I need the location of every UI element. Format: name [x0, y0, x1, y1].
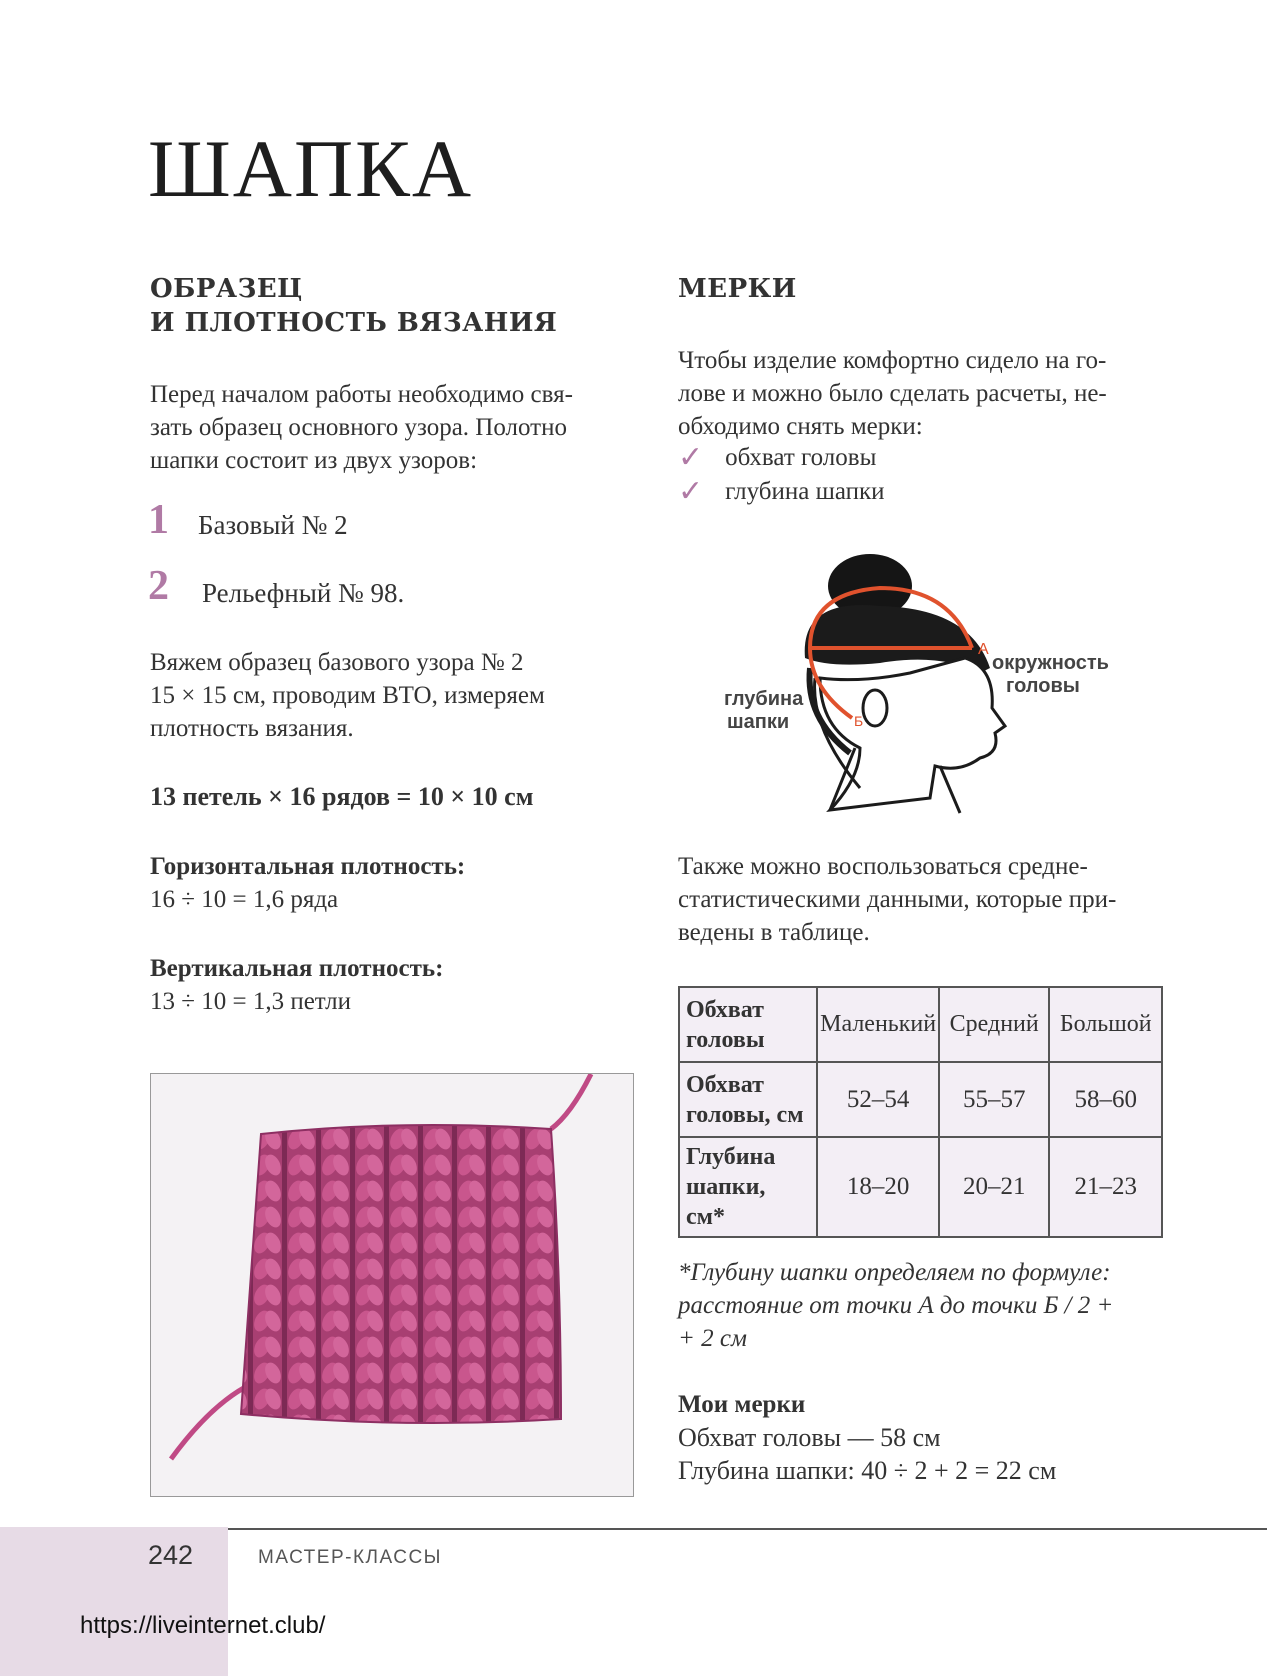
size-table: [678, 986, 1163, 1238]
text-line: лове и можно было сделать расчеты, не-: [678, 380, 1107, 407]
section-heading-sample: [150, 272, 557, 340]
heading-line: И ПЛОТНОСТЬ ВЯЗАНИЯ: [150, 308, 558, 338]
label-line: шапки: [727, 711, 790, 733]
head-diagram: [710, 548, 1130, 818]
label-line: глубина: [724, 688, 804, 710]
text-line: шапки состоит из двух узоров:: [150, 447, 478, 474]
text-line: обходимо снять мерки:: [678, 413, 923, 440]
label-line: головы, см: [686, 1101, 804, 1128]
horizontal-density: [150, 850, 465, 916]
footer-divider: [228, 1528, 1267, 1530]
text-line: Обхват головы — 58 см: [678, 1423, 941, 1452]
text-line: Вяжем образец базового узора № 2: [150, 649, 524, 676]
horizontal-label: Горизонтальная плотность:: [150, 853, 466, 880]
text-line: 15 × 15 см, проводим ВТО, измеряем: [150, 682, 545, 709]
heading-line: ОБРАЗЕЦ: [150, 274, 303, 304]
sample-paragraph: [150, 646, 545, 745]
label-line: шапки, см*: [686, 1174, 766, 1230]
table-cell: 20–21: [939, 1137, 1049, 1237]
table-row-label: [679, 1062, 817, 1137]
text-line: Перед началом работы необходимо свя-: [150, 381, 573, 408]
vertical-value: 13 ÷ 10 = 1,3 петли: [150, 988, 351, 1015]
checklist-item: [678, 440, 885, 474]
footnote: [678, 1256, 1113, 1355]
table-header-cell: Большой: [1049, 987, 1162, 1062]
label-line: Глубина: [686, 1144, 776, 1170]
vertical-label: Вертикальная плотность:: [150, 955, 444, 982]
label-line: окружность: [992, 652, 1109, 674]
page-number: 242: [148, 1540, 194, 1570]
text-line: *Глубину шапки определяем по формуле:: [678, 1259, 1111, 1286]
table-cell: 18–20: [817, 1137, 939, 1237]
table-header-cell: Обхват головы: [679, 987, 817, 1062]
text-line: расстояние от точки А до точки Б / 2 +: [678, 1292, 1114, 1319]
knitted-swatch-image: [151, 1074, 633, 1496]
point-a-label: А: [978, 641, 989, 658]
text-line: зать образец основного узора. Полотно: [150, 414, 567, 441]
text-line: + 2 см: [678, 1325, 747, 1352]
label-line: головы: [1006, 675, 1080, 697]
text-line: плотность вязания.: [150, 715, 354, 742]
table-cell: 58–60: [1049, 1062, 1162, 1137]
table-header-row: [679, 987, 1162, 1062]
swatch-photo: [150, 1073, 634, 1497]
list-item: [148, 562, 169, 610]
my-measurements: [678, 1388, 1056, 1487]
section-name: МАСТЕР-КЛАССЫ: [258, 1547, 443, 1568]
checkmark-icon: ✓: [678, 473, 704, 509]
table-header-cell: Маленький: [817, 987, 939, 1062]
list-number: 1: [148, 497, 169, 543]
checklist-text: глубина шапки: [725, 477, 885, 505]
table-cell: 21–23: [1049, 1137, 1162, 1237]
source-url[interactable]: https://liveinternet.club/: [80, 1612, 326, 1639]
label-line: Обхват: [686, 1071, 764, 1098]
vertical-density: [150, 952, 443, 1018]
list-item-text: Рельефный № 98.: [202, 578, 405, 608]
footer-band: [0, 1527, 228, 1676]
my-measurements-heading: Мои мерки: [678, 1391, 806, 1418]
section-heading-measurements: МЕРКИ: [678, 274, 797, 304]
point-b-label: Б: [854, 713, 864, 729]
table-intro: [678, 850, 1116, 949]
measurements-intro: [678, 344, 1107, 443]
table-cell: 55–57: [939, 1062, 1049, 1137]
table-cell: 52–54: [817, 1062, 939, 1137]
gauge-formula: 13 петель × 16 рядов = 10 × 10 см: [150, 782, 534, 811]
checklist-item: [678, 474, 885, 508]
page-title: ШАПКА: [148, 123, 474, 214]
list-item-text: Базовый № 2: [198, 510, 348, 540]
checklist-text: обхват головы: [725, 443, 877, 471]
table-row: [679, 1137, 1162, 1237]
text-line: статистическими данными, которые при-: [678, 886, 1117, 913]
table-row-label: [679, 1137, 817, 1237]
list-number: 2: [148, 563, 169, 609]
intro-paragraph: [150, 378, 573, 477]
checklist: [678, 440, 885, 508]
text-line: ведены в таблице.: [678, 919, 870, 946]
list-item: [148, 496, 169, 544]
horizontal-value: 16 ÷ 10 = 1,6 ряда: [150, 886, 339, 913]
text-line: Также можно воспользоваться средне-: [678, 853, 1088, 880]
circumference-label: [992, 652, 1109, 698]
depth-label: [724, 688, 803, 734]
table-header-cell: Средний: [939, 987, 1049, 1062]
text-line: Глубина шапки: 40 ÷ 2 + 2 = 22 см: [678, 1456, 1057, 1485]
text-line: Чтобы изделие комфортно сидело на го-: [678, 347, 1107, 374]
table-row: [679, 1062, 1162, 1137]
checkmark-icon: ✓: [678, 439, 704, 475]
